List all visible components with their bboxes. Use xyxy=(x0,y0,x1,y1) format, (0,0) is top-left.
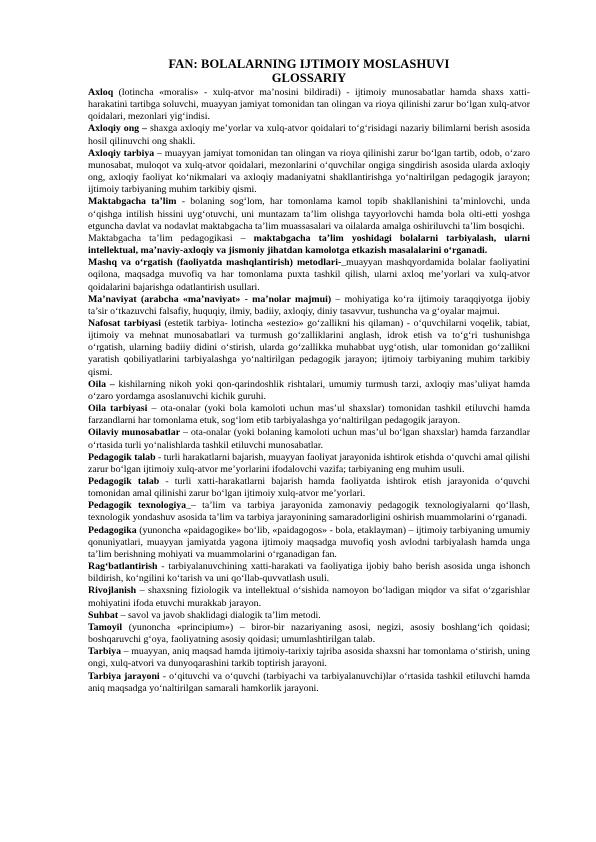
glossary-entry xyxy=(88,294,530,318)
entry-term: Mashq va o‘rgatish (faoliyatda mashqlantirish) metodlari- xyxy=(88,257,342,269)
glossary-entry xyxy=(88,379,530,403)
entry-definition: kishilarning nikoh yoki qon-qarindoshlik rishtalari, umumiy turmush tarzi, axloqiy mas’uliyat hamda o‘zaro yordamga asoslanuvchi kichik guruhi. xyxy=(88,378,530,402)
entry-prefix: Maktabgacha ta’lim pedagogikasi – xyxy=(88,232,254,244)
entry-definition: – muayyan, aniq maqsad hamda ijtimoiy-tarixiy tajriba asosida shaxsni har tomonlama o‘stirish, uning ongi, xulq-atvori va dunyoqarashini tarkib toptirish jarayoni. xyxy=(88,646,530,670)
glossary-entry xyxy=(88,646,530,670)
glossary-entry xyxy=(88,525,530,561)
entry-term: Suhbat xyxy=(88,609,119,621)
entry-definition: – ota-onalar (yoki bola kamoloti uchun mas’ul shaxslar) tomonidan tashkil etiluvchi hamda farzandlarni har tomonlama etuk, sog‘lom etib tarbiyalashga yo‘naltirilgan pedagogik jarayon. xyxy=(88,403,530,427)
entry-definition: _– ta’lim va tarbiya jarayonida zamonaviy pedagogik texnologiyalarni qo‘llash, texnologik yondashuv asosida ta’lim va tarbiya jarayonining samaradorligini oshirish muammolarini o‘rganadi. xyxy=(88,500,530,524)
entry-definition: – mohiyatiga ko‘ra ijtimoiy taraqqiyotga ijobiy ta’sir o‘tkazuvchi falsafiy, huquqiy, ilmiy, badiiy, axloqiy, diniy tasavvur, tushuncha va g‘oyalar majmui. xyxy=(88,293,530,317)
glossary-entry xyxy=(88,500,530,524)
glossary-entry xyxy=(88,257,530,293)
entry-term: Nafosat tarbiyasi xyxy=(88,317,161,329)
document-title: FAN: BOLALARNING IJTIMOIY MOSLASHUVI xyxy=(168,57,450,71)
entry-definition: (yunoncha «principium») – biror-bir nazariyaning asosi, negizi, asosiy boshlang‘ich qoidasi; boshqaruvchi g‘oya, faoliyatning asosiy qoidasi; umumlashtirilgan talab. xyxy=(88,621,530,646)
entry-definition: - turli xatti-harakatlarni bajarish hamda faoliyatda ishtirok etish jarayonida o‘quvchi tomonidan amal qilinishi zarur bo‘lgan ijtimoiy xulq-atvor me’yorlari. xyxy=(88,476,531,500)
entry-definition: – shaxsning fiziologik va intellektual o‘sishida namoyon bo‘ladigan miqdor va sifat o‘zgarishlar mohiyatini ifoda etuvchi murakkab jarayon. xyxy=(88,585,530,609)
entry-term: Tamoyil xyxy=(88,621,123,633)
entry-term: Pedagogika xyxy=(88,524,137,536)
glossary-entry xyxy=(88,123,530,147)
entry-term: Rag‘batlantirish xyxy=(88,561,158,573)
glossary-heading: GLOSSARIY xyxy=(271,71,347,85)
entry-definition: - o‘qituvchi va o‘quvchi (tarbiyachi va tarbiyalanuvchi)lar o‘rtasida tashkil etiluvchi hamda aniq maqsadga yo‘naltirilgan samarali hamkorlik jarayoni. xyxy=(88,670,530,694)
entry-term: maktabgacha ta’lim yoshidagi bolalarni tarbiyalash, ularni intellektual, ma’naviy-axloqiy va jismoniy jihatdan kamolotga etkazish masalalarini o‘rganadi. xyxy=(88,232,530,257)
glossary-entry xyxy=(88,622,530,646)
entry-definition: _muayyan mashqyordamida bolalar faoliyatini oqilona, maqsadga muvofiq va har tomonlama puxta tashkil qilish, ularni axloq me’yorlari va xulq-atvor qoidalarini bajarishga odatlantirish usullari. xyxy=(88,257,530,293)
entry-definition: – muayyan jamiyat tomonidan tan olingan va rioya qilinishi zarur bo‘lgan tartib, odob, o‘zaro munosabat, muloqot va xulq-atvor qoidalari, mezonlarini o‘quvchilar ongiga singdirish asosida ularda axloqiy ong, axloqiy faoliyat ko‘nikmalari va axloqiy madaniyatni shakllantirishga yo‘naltirilgan pedagogik jarayon; ijtimoiy tarbiyaning muhim tarkibiy qismi. xyxy=(88,147,531,196)
glossary-list xyxy=(88,87,530,695)
entry-definition: – savol va javob shaklidagi dialogik ta’lim metodi. xyxy=(118,609,321,621)
glossary-entry xyxy=(88,476,530,500)
glossary-entry xyxy=(88,671,530,695)
entry-definition: (lotincha «moralis» - xulq-atvor ma’nosini bildiradi) - ijtimoiy munosabatlar hamda shaxs xatti-harakatini tartibga soluvchi, muayyan jamiyat tomonidan tan olingan va rioya qilinishi zarur bo‘lgan xulq-atvor qoidalari, mezonlari yig‘indisi. xyxy=(88,87,530,123)
entry-term: Tarbiya xyxy=(88,646,122,658)
entry-term: Oila – xyxy=(88,378,115,390)
glossary-entry xyxy=(88,427,530,451)
glossary-entry xyxy=(88,403,530,427)
entry-term: Maktabgacha ta’lim xyxy=(88,196,177,208)
entry-term: Pedagogik talab xyxy=(88,451,156,463)
entry-term: Axloqiy tarbiya xyxy=(88,147,155,159)
entry-definition: (yunoncha «paidagogike» bo‘lib, «paidagogos» - bola, etaklayman) – ijtimoiy tarbiyaning umumiy qonuniyatlari, muayyan jamiyatda yagona ijtimoiy maqsadga muvofiq yosh avlodni tarbiyalash hamda unga ta’lim berishning mohiyati va muammolarini o‘rganadigan fan. xyxy=(88,524,530,560)
entry-term: Ma’naviyat (arabcha «ma’naviyat» - ma’nolar majmui) xyxy=(88,293,332,305)
glossary-entry xyxy=(88,87,530,123)
entry-definition: - bolaning sog‘lom, har tomonlama kamol topib shakllanishini ta’minlovchi, unda o‘qishga intilish hissini uyg‘otuvchi, uni muntazam ta’lim olishga tayyorlovchi hamda bola olti-etti yoshga etguncha davlat va nodavlat maktabgacha ta’lim muassasalari va oilalarda amalga oshiriluvchi ta’lim bosqichi. xyxy=(88,196,530,232)
entry-term: Pedagogik texnologiya xyxy=(88,500,187,512)
glossary-entry xyxy=(88,452,530,476)
entry-term: Oila tarbiyasi xyxy=(88,403,148,415)
glossary-entry xyxy=(88,610,530,622)
glossary-entry xyxy=(88,561,530,585)
entry-definition: shaxga axloqiy me’yorlar va xulq-atvor qoidalari to‘g‘risidagi nazariy bilimlarni berish asosida hosil qilinuvchi ong shakli. xyxy=(88,123,530,147)
glossary-entry xyxy=(88,148,530,197)
entry-term: Axloq xyxy=(88,87,114,98)
entry-definition: (estetik tarbiya- lotincha «estezio» go‘zallikni his qilaman) - o‘quvchilarni voqelik, tabiat, ijtimoiy va mehnat munosabatlari va turmush go‘zalliklarini anglash, idrok etish va to‘g‘ri tushunishga o‘rgatish, ularning badiiy didini o‘stirish, ularda go‘zallikka muhabbat uyg‘otish, ular tomonidan go‘zallikni yaratish qobiliyatlarini tarbiyalashga yo‘naltirilgan pedagogik jarayon; ijtimoiy tarbiyaning muhim tarkibiy qismi. xyxy=(88,317,530,378)
glossary-entry xyxy=(88,196,530,232)
glossary-entry xyxy=(88,318,530,379)
entry-definition: – ota-onalar (yoki bolaning kamoloti uchun mas’ul bo‘lgan shaxslar) hamda farzandlar o‘rtasida turli yo‘nalishlarda tashkil etiluvchi munosabatlar. xyxy=(88,427,530,451)
entry-term: Pedagogik talab xyxy=(88,476,160,487)
entry-term: Tarbiya jarayoni xyxy=(88,670,160,682)
entry-definition: - tarbiyalanuvchining xatti-harakati va faoliyatiga ijobiy baho berish asosida unga ishonch bildirish, ko‘ngilini ko‘tarish va uni qo‘llab-quvvatlash usuli. xyxy=(88,561,530,585)
entry-definition: - turli harakatlarni bajarish, muayyan faoliyat jarayonida ishtirok etishda o‘quvchi amal qilishi zarur bo‘lgan ijtimoiy xulq-atvor me’yorlarini ifodalovchi vazifa; tarbiyaning eng muhim usuli. xyxy=(88,451,531,475)
entry-term: Axloqiy ong – xyxy=(88,123,147,135)
entry-term: Oilaviy munosabatlar xyxy=(88,427,181,439)
entry-term: Rivojlanish xyxy=(88,585,137,597)
glossary-entry xyxy=(88,585,530,609)
glossary-entry xyxy=(88,233,530,257)
